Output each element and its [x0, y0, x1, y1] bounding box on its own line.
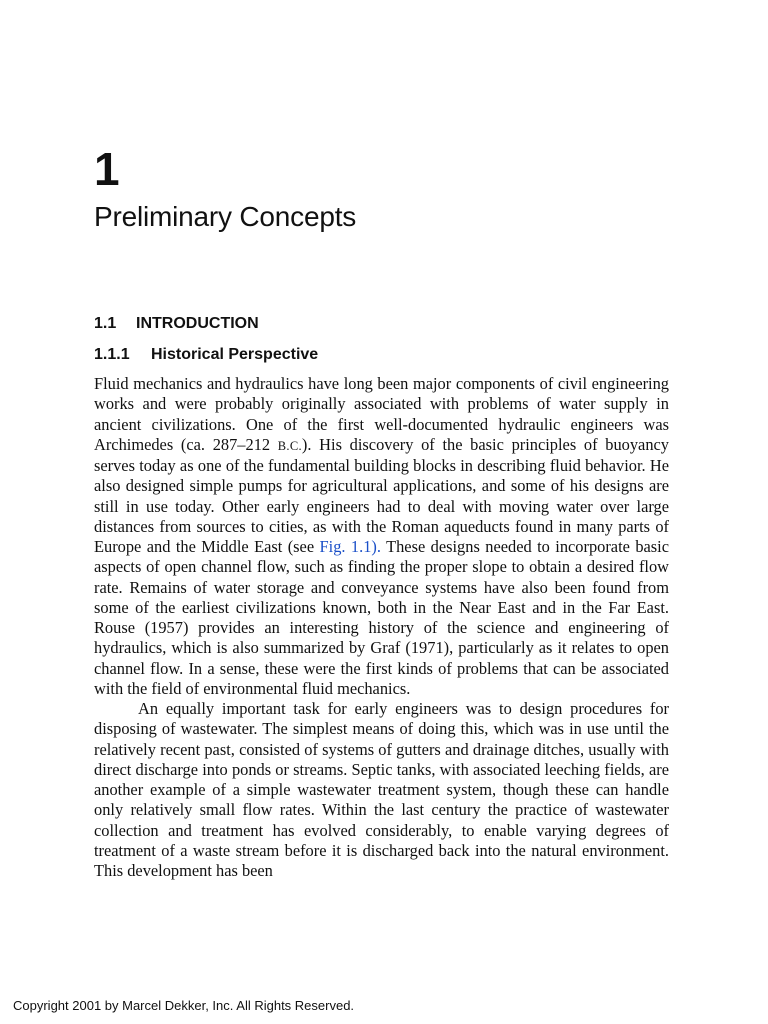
figure-link[interactable]: Fig. 1.1). — [319, 537, 381, 556]
subsection-number: 1.1.1 — [94, 346, 130, 363]
chapter-title: Preliminary Concepts — [94, 201, 357, 232]
era-abbreviation: B.C. — [277, 438, 302, 453]
section-title: INTRODUCTION — [136, 315, 259, 332]
copyright-footer: Copyright 2001 by Marcel Dekker, Inc. All Rights Reserved. — [13, 998, 355, 1013]
section-heading — [94, 314, 259, 334]
body-text — [94, 374, 669, 881]
paragraph-text-part: These designs needed to incorporate basic aspects of open channel flow, such as finding the proper slope to obtain a desired flow rate. Remains of water storage and conveyance systems have also been found from some of the earliest civilizations known, both in the Near East and in the Far East. Rouse (1957) provides an interesting history of the science and engineering of hydraulics, which is also summarized by Graf (1971), particularly as it relates to open channel flow. In a sense, these were the first kinds of problems that can be associated with the field of environmental fluid mechanics. — [94, 537, 669, 698]
paragraph-wastewater: An equally important task for early engineers was to design procedures for disposing of wastewater. The simplest means of doing this, which was in use until the relatively recent past, consisted of systems of gutters and drainage ditches, usually with direct discharge into ponds or streams. Septic tanks, with associated leeching fields, are another example of a simple wastewater treatment system, though these can handle only relatively small flow rates. Within the last century the practice of wastewater collection and treatment has evolved considerably, to enable varying degrees of treatment of a waste stream before it is discharged back into the natural environment. This development has been — [94, 699, 669, 880]
chapter-number: 1 — [94, 143, 120, 195]
subsection-title: Historical Perspective — [151, 346, 319, 363]
subsection-heading — [94, 345, 318, 365]
paragraph-text-part: Fluid mechanics and hydraulics have long been major components of civil engineering works and were probably originally associated with problems of water supply in ancient civilizations. One of the first well-documented hydraulic engineers was Archimedes (ca. 287–212 — [94, 374, 669, 454]
paragraph-text-part: ). His discovery of the basic principles of buoyancy serves today as one of the fundamental building blocks in describing fluid behavior. He also designed simple pumps for agricultural applications, and some of his designs are still in use today. Other early engineers had to deal with moving water over large distances from sources to cities, as with the Roman aqueducts found in many parts of Europe and the Middle East (see — [94, 434, 669, 556]
paragraph-historical-perspective — [94, 374, 669, 699]
section-number: 1.1 — [94, 315, 117, 332]
